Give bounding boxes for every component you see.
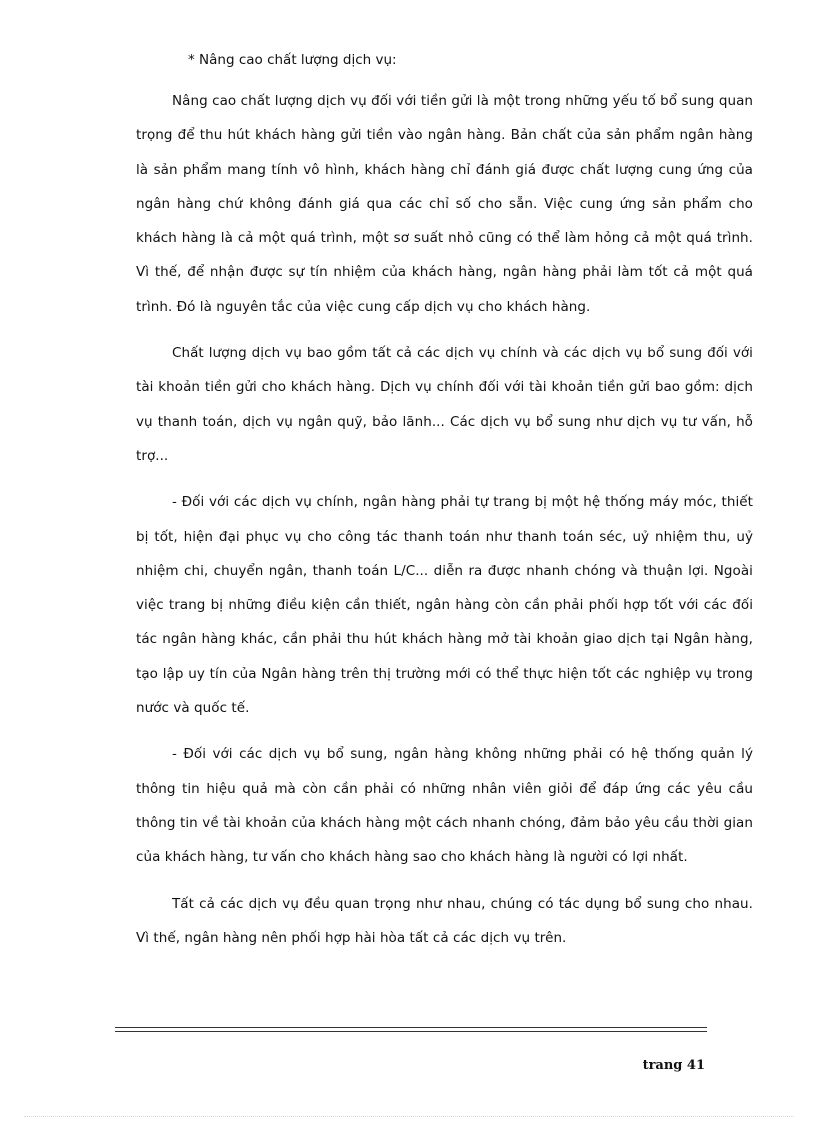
page-number: trang 41 [642,1058,705,1073]
paragraph: Nâng cao chất lượng dịch vụ đối với tiền gửi là một trong những yếu tố bổ sung quan trọng để thu hút khách hàng gửi tiền vào ngân hàng. Bản chất của sản phẩm ngân hàng là sản phẩm mang tính vô hình, khách hàng chỉ đánh giá được chất lượng cung ứng của ngân hàng chứ không đánh giá qua các chỉ số cho sẵn. Việc cung ứng sản phẩm cho khách hàng là cả một quá trình, một sơ suất nhỏ cũng có thể làm hỏng cả một quá trình. Vì thế, để nhận được sự tín nhiệm của khách hàng, ngân hàng phải làm tốt cả một quá trình. Đó là nguyên tắc của việc cung cấp dịch vụ cho khách hàng. [136,93,753,315]
footer-divider [115,1027,707,1032]
paragraph: Chất lượng dịch vụ bao gồm tất cả các dịch vụ chính và các dịch vụ bổ sung đối với tài khoản tiền gửi cho khách hàng. Dịch vụ chính đối với tài khoản tiền gửi bao gồm: dịch vụ thanh toán, dịch vụ ngân quỹ, bảo lãnh... Các dịch vụ bổ sung như dịch vụ tư vấn, hỗ trợ... [136,345,753,464]
paragraph: - Đối với các dịch vụ chính, ngân hàng phải tự trang bị một hệ thống máy móc, thiết bị tốt, hiện đại phục vụ cho công tác thanh toán như thanh toán séc, uỷ nhiệm thu, uỷ nhiệm chi, chuyển ngân, thanh toán L/C... diễn ra được nhanh chóng và thuận lợi. Ngoài việc trang bị những điều kiện cần thiết, ngân hàng còn cần phải phối hợp tốt với các đối tác ngân hàng khác, cần phải thu hút khách hàng mở tài khoản giao dịch tại Ngân hàng, tạo lập uy tín của Ngân hàng trên thị trường mới có thể thực hiện tốt các nghiệp vụ trong nước và quốc tế. [136,494,753,717]
body-text [136,84,753,967]
paragraph: - Đối với các dịch vụ bổ sung, ngân hàng không những phải có hệ thống quản lý thông tin hiệu quả mà còn cần phải có những nhân viên giỏi để đáp ứng các yêu cầu thông tin về tài khoản của khách hàng một cách nhanh chóng, đảm bảo yêu cầu thời gian của khách hàng, tư vấn cho khách hàng sao cho khách hàng là người có lợi nhất. [136,746,753,866]
section-heading: * Nâng cao chất lượng dịch vụ: [188,52,397,68]
paragraph: Tất cả các dịch vụ đều quan trọng như nhau, chúng có tác dụng bổ sung cho nhau. Vì thế, ngân hàng nên phối hợp hài hòa tất cả các dịch vụ trên. [136,895,753,946]
page-bottom-border [24,1116,794,1117]
